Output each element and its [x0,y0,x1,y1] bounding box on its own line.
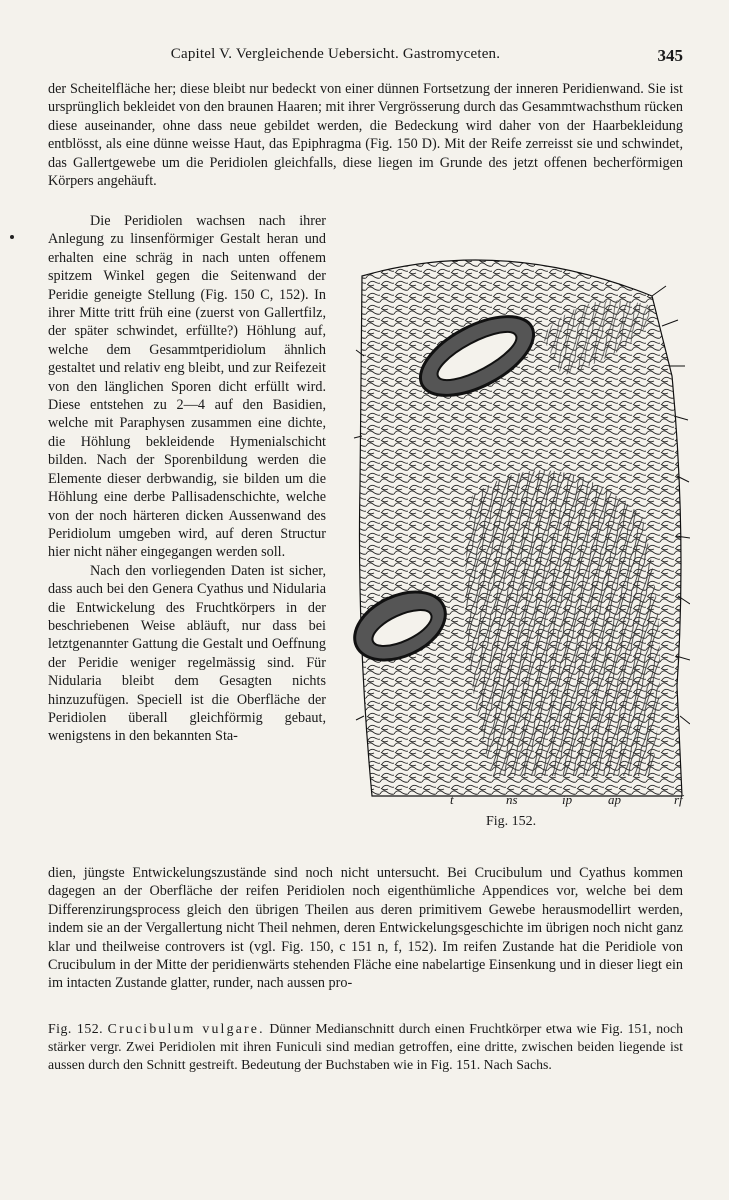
margin-dot [10,235,14,239]
paragraph-1 [48,80,683,190]
caption-text: Dünner Medianschnitt durch einen Fruchtkörper etwa wie Fig. 151, noch stärker vergr. Zwei Peridiolen mit ihren Funiculi sind median getroffen, eine dritte, zwischen beiden liegende ist aussen durch den Schnitt gestreift. Bedeutung der Buchstaben wie in Fig. 151. Nach Sachs. [48,1021,684,1072]
figure-label-t: t [450,792,454,807]
figure-label-rf: rf [674,792,683,807]
paragraph-4-text: dien, jüngste Entwickelungszustände sind noch nicht untersucht. Bei Crucibulum und Cyathus kommen dagegen an der Oberfläche der reifen Peridiolen noch eigenthümliche Appendices vor, welche bei dem Differenzirungsprocess gleich den übrigen Theilen aus deren primitivem Gewebe herausmodellirt werden, indem sie an der Vergallertung nicht Theil nehmen, deren Entwickelungsgeschichte im übrigen noch nicht ganz klar und theilweise controvers ist (vgl. Fig. 150, c 151 n, f, 152). Im reifen Zustande hat die Peridiole von Crucibulum in der Mitte der peridienwärts stehenden Fläche eine nabelartige Einsenkung und in dieser liegt ein im intacten Zustande glatter, runder, nach aussen pro- [48,865,683,992]
figure-number: Fig. 152. [486,814,537,829]
page-header [48,46,683,70]
left-column [48,212,326,746]
paragraph-1-text: der Scheitelfläche her; diese bleibt nur bedeckt von einer dünnen Fortsetzung der inneren Peridienwand. Sie ist ursprünglich bekleidet von den braunen Haaren; mit ihrer Vergrösserung durch das Gesammtwachsthum rücken diese auseinander, ohne dass neue gebildet werden, die Bedeckung wird daher von der Haarbekleidung entblösst, als eine dünne weisse Haut, das Epiphragma (Fig. 150 D). Mit der Reife zerreisst sie und schwindet, das Gallertgewebe um die Peridiolen gleichfalls, diese liegen im Grunde des jetzt offenen becherförmigen Körpers angehäuft. [48,81,683,190]
caption-genus: Crucibulum vulgare. [107,1021,265,1036]
caption-label: Fig. 152. [48,1021,104,1036]
paragraph-3: Nach den vorliegenden Daten ist sicher, dass auch bei den Genera Cyathus und Nidularia die Entwickelung des Fruchtkörpers in der beschriebenen Weise abläuft, nur dass bei letztgenannter Gattung die Gestalt und Oeffnung der Peridie weniger regelmässig sind. Für Nidularia bleibt dem Gesagten nichts hinzuzufügen. Speciell ist die Oberfläche der Peridiolen überall gleichförmig gebaut, wenigstens in den bekannten Sta- [48,562,326,745]
figure-caption [48,1020,683,1074]
paragraph-2: Die Peridiolen wachsen nach ihrer Anlegung zu linsenförmiger Gestalt heran und erhalten eine schräg in nach unten offenem spitzem Winkel gegen die Seitenwand der Peridie geneigte Stellung (Fig. 150 C, 152). In ihrer Mitte tritt früh eine (zuerst von Gallertfilz, der später schwindet, erfüllte?) Höhlung auf, welche dem Gesammtperidiolum ähnlich gestaltet und relativ eng bleibt, und zur Reifezeit von den länglichen Sporen dicht erfüllt wird. Diese entstehen zu 2—4 auf den Basidien, welche mit Paraphysen zusammen eine dichte, die Höhlung bekleidende Hymenialschicht bilden. Nach der Sporenbildung werden die Elemente dieser derbwandig, sie bilden um die Höhlung eine derbe Pallisadenschichte, welche von der noch härteren dicken Aussenwand des Peridiolum umgeben wird, auf deren Structur hier nicht näher eingegangen werden soll. [48,213,326,561]
figure-label-ap: ap [608,792,621,807]
page-number: 345 [657,46,683,65]
running-head: Capitel V. Vergleichende Uebersicht. Gastromyceten. [170,46,501,62]
figure-label-ip: ip [562,792,573,807]
figure-label-ns: ns [506,792,518,807]
paragraph-4 [48,864,683,993]
figure-illustration [352,236,690,806]
figure-labels [450,792,690,810]
